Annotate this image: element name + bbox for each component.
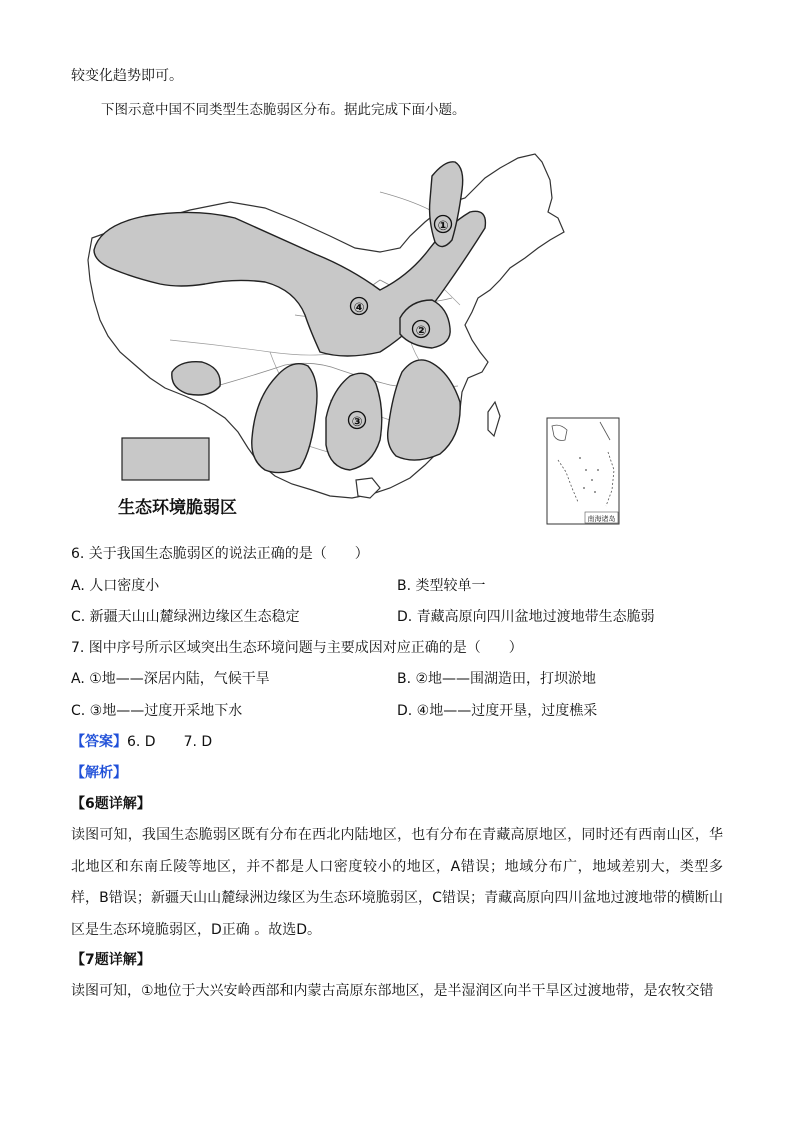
header-fragment: 较变化趋势即可。 bbox=[71, 68, 183, 84]
region-marker-4: ④ bbox=[353, 301, 365, 316]
intro-text: 下图示意中国不同类型生态脆弱区分布。据此完成下面小题。 bbox=[101, 102, 466, 118]
south-china-sea-inset bbox=[547, 418, 619, 524]
answer-row bbox=[71, 732, 212, 752]
detail6-label: 【6题详解】 bbox=[71, 796, 151, 812]
q6-option-a[interactable]: A. 人口密度小 bbox=[71, 578, 160, 594]
china-ecological-fragile-map bbox=[80, 140, 660, 532]
q6-stem: 6. 关于我国生态脆弱区的说法正确的是（ ） bbox=[71, 546, 369, 562]
detail6-text: 读图可知，我国生态脆弱区既有分布在西北内陆地区，也有分布在青藏高原地区，同时还有西南山区，华北地区和东南丘陵等地区，并不都是人口密度较小的地区，A错误；地域分布广，地域差别大，类型多样，B错误；新疆天山山麓绿洲边缘区为生态环境脆弱区，C错误；青藏高原向四川盆地过渡地带的横断山区是生态环境脆弱区，D正确 。故选D。 bbox=[71, 827, 723, 938]
detail7-label: 【7题详解】 bbox=[71, 952, 151, 968]
q6-option-d[interactable]: D. 青藏高原向四川盆地过渡地带生态脆弱 bbox=[397, 609, 655, 625]
answer-text: 6. D 7. D bbox=[127, 734, 213, 750]
analysis-label: 【解析】 bbox=[71, 765, 127, 781]
region-marker-1: ① bbox=[437, 219, 449, 234]
taiwan-island bbox=[488, 402, 500, 436]
q6-option-c[interactable]: C. 新疆天山山麓绿洲边缘区生态稳定 bbox=[71, 609, 300, 625]
q7-option-b[interactable]: B. ②地——围湖造田，打坝淤地 bbox=[397, 671, 597, 687]
q6-option-b[interactable]: B. 类型较单一 bbox=[397, 578, 486, 594]
q7-stem: 7. 图中序号所示区域突出生态环境问题与主要成因对应正确的是（ ） bbox=[71, 640, 523, 656]
inset-label: 南海诸岛 bbox=[587, 515, 616, 523]
region-marker-2: ② bbox=[415, 324, 427, 339]
fragile-region-tibet bbox=[172, 362, 220, 395]
legend-label: 生态环境脆弱区 bbox=[118, 498, 237, 518]
q7-option-a[interactable]: A. ①地——深居内陆，气候干旱 bbox=[71, 671, 270, 687]
q7-option-c[interactable]: C. ③地——过度开采地下水 bbox=[71, 703, 243, 719]
answer-label: 【答案】 bbox=[71, 734, 127, 750]
detail7-text: 读图可知，①地位于大兴安岭西部和内蒙古高原东部地区，是半湿润区向半干旱区过渡地带，是农牧交错 bbox=[71, 983, 714, 999]
legend-swatch bbox=[122, 438, 209, 480]
region-marker-3: ③ bbox=[351, 415, 363, 430]
q7-option-d[interactable]: D. ④地——过度开垦，过度樵采 bbox=[397, 703, 598, 719]
